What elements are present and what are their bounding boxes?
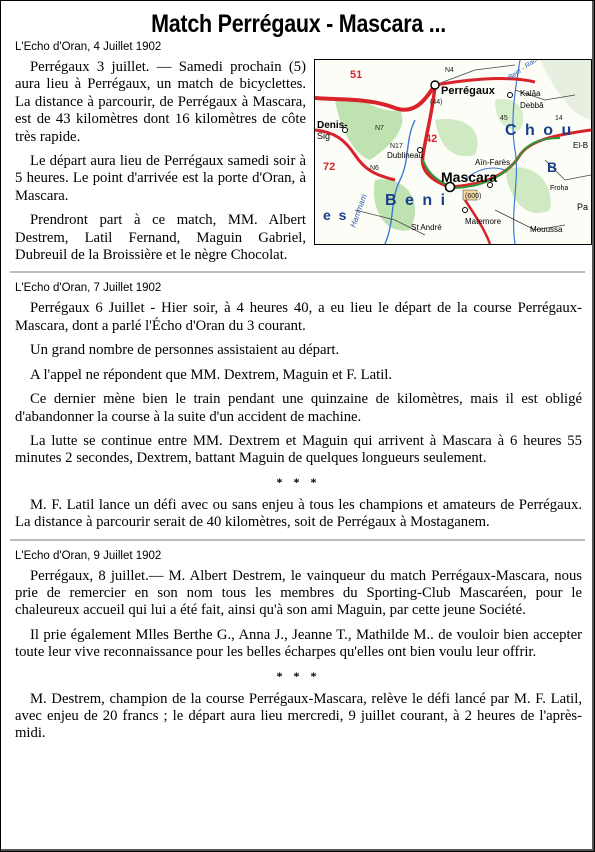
paragraph: Ce dernier mène bien le train pendant une quinzaine de kilomètres, mais il est obligé d'abandonner la course à la suite d'un accident de machine. bbox=[15, 391, 582, 425]
asterism-separator: * * * bbox=[276, 668, 321, 683]
paragraph: Un grand nombre de personnes assistaient au départ. bbox=[30, 342, 340, 359]
section-divider bbox=[10, 271, 585, 273]
paragraph: Il prie également Mlles Berthe G., Anna J., Jeanne T., Mathilde M.. de vouloir bien accepter toute leur vive reconnaissance pour les belles écharpes qu'elles ont bien voulu leur offrir. bbox=[15, 626, 582, 661]
section-source: L'Echo d'Oran, 4 Juillet 1902 bbox=[15, 41, 162, 53]
paragraph: La lutte se continue entre MM. Dextrem et Maguin qui arrivent à Mascara à 6 heures 55 minutes 2 secondes, Dextrem, battant Maguin de quelques longueurs seulement. bbox=[15, 432, 582, 467]
svg-text:45: 45 bbox=[500, 115, 508, 122]
paragraph: Prendront part à ce match, MM. Albert Destrem, Latil Fernand, Maguin Gabriel, Dubreuil de la Broissière et le nègre Chocolat. bbox=[15, 212, 306, 264]
region-label-hammam: Hammam bbox=[348, 193, 369, 229]
svg-text:(44): (44) bbox=[430, 99, 443, 106]
svg-text:N6: N6 bbox=[370, 165, 379, 172]
town-label-kalaa: Kalâa bbox=[520, 89, 541, 98]
paragraph: M. Destrem, champion de la course Perrégaux-Mascara, relève le défi lancé par M. F. Latil, avec enjeu de 20 francs ; le départ aura lieu mercredi, 9 juillet courant, à 2 heures de l'après-midi. bbox=[15, 690, 582, 742]
town-label-debba: Debbâ bbox=[520, 101, 544, 110]
road-number: 51 bbox=[350, 69, 363, 81]
town-label-mouussa: Mouussa bbox=[530, 225, 563, 234]
paragraph: M. F. Latil lance un défi avec ou sans enjeu à tous les champions et amateurs de Perrégaux. La distance à parcourir serait de 40 kilomètres, soit de Perrégaux à Mostaganem. bbox=[15, 496, 582, 531]
road-number: 72 bbox=[323, 161, 336, 173]
section-source: L'Echo d'Oran, 7 Juillet 1902 bbox=[15, 282, 162, 295]
paragraph: Perrégaux 6 Juillet - Hier soir, à 4 heures 40, a eu lieu le départ de la course Perrégaux-Mascara, dont a parlé l'Écho d'Oran du 3 courant. bbox=[15, 300, 582, 334]
svg-text:N17: N17 bbox=[390, 143, 403, 150]
town-label-matemore: Matemore bbox=[465, 217, 502, 226]
svg-text:(600): (600) bbox=[465, 193, 482, 200]
town-label-ain-fares: Aïn-Farès bbox=[475, 158, 511, 167]
paragraph: Perrégaux 3 juillet. — Samedi prochain (5) aura lieu à Perrégaux, un match de bicyclettes. La distance à parcourir, de Perrégaux à Mascara, est de 43 kilomètres dont 16 kilomètres de côte très rapide. bbox=[15, 59, 306, 145]
route-map-image bbox=[314, 59, 592, 245]
region-label-es: e s bbox=[323, 207, 349, 223]
town-marker-perregaux bbox=[431, 81, 439, 89]
town-label-sig: Sig bbox=[317, 131, 331, 141]
region-label-bo: B bbox=[547, 159, 560, 175]
town-label-st-andre: St André bbox=[411, 223, 442, 232]
svg-text:N4: N4 bbox=[445, 67, 454, 74]
section-divider bbox=[10, 539, 585, 541]
town-label-perregaux: Perrégaux bbox=[441, 85, 495, 97]
town-label-mascara: Mascara bbox=[441, 169, 498, 185]
town-label-el-b: El-B bbox=[573, 141, 589, 150]
section-source: L'Echo d'Oran, 9 Juillet 1902 bbox=[15, 549, 162, 562]
town-label-pa: Pa bbox=[577, 202, 589, 212]
region-label-beni: B e n i bbox=[385, 192, 448, 209]
svg-text:14: 14 bbox=[555, 115, 563, 122]
road-number: 42 bbox=[425, 133, 438, 145]
town-label-froha: Froha bbox=[550, 185, 569, 192]
town-label-denis: Denis- bbox=[317, 120, 348, 131]
paragraph: A l'appel ne répondent que MM. Dextrem, Maguin et F. Latil. bbox=[30, 366, 393, 383]
town-label-dublineau: Dublineau bbox=[387, 151, 424, 160]
page-title: Match Perrégaux - Mascara ... bbox=[151, 10, 446, 38]
svg-text:N7: N7 bbox=[375, 125, 384, 132]
paragraph: Le départ aura lieu de Perrégaux samedi soir à 5 heures. Le point d'arrivée est la porte d'Oran, à Mascara. bbox=[15, 153, 306, 204]
region-label-chou: C h o u bbox=[505, 122, 574, 139]
paragraph: Perrégaux, 8 juillet.— M. Albert Destrem, le vainqueur du match Perrégaux-Mascara, nous prie de remercier en son nom tous les membres du Sporting-Club Mascaréen, pour le chaleureux accueil qui lui a été fait, ainsi qu'à son ami Maguin, par cette jeune Société. bbox=[15, 567, 582, 619]
asterism-separator: * * * bbox=[276, 474, 321, 489]
